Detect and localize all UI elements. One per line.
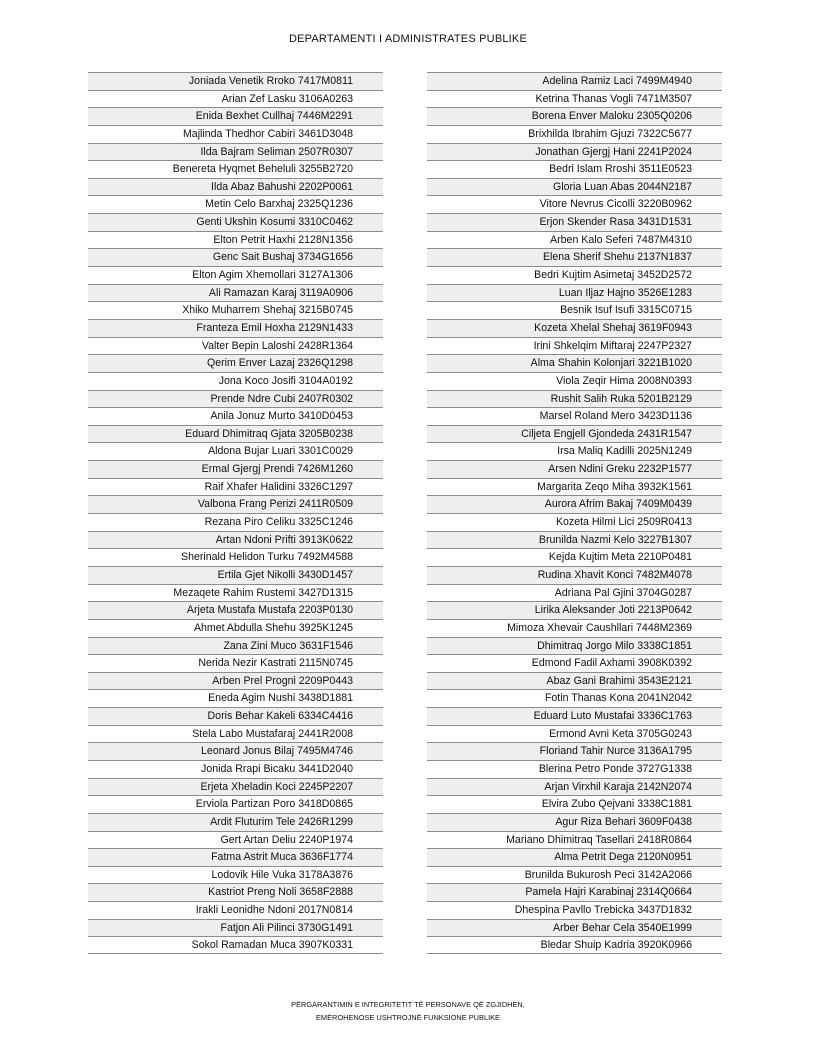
right-name-list [427, 72, 722, 954]
list-item: Lirika Aleksander Joti 2213P0642 [427, 601, 722, 619]
list-item: Metin Celo Barxhaj 2325Q1236 [88, 195, 383, 213]
list-item: Brunilda Bukurosh Peci 3142A2066 [427, 866, 722, 884]
list-item: Aldona Bujar Luari 3301C0029 [88, 442, 383, 460]
list-item: Stela Labo Mustafaraj 2441R2008 [88, 725, 383, 743]
list-item: Genc Sait Bushaj 3734G1656 [88, 248, 383, 266]
list-item: Ciljeta Engjell Gjondeda 2431R1547 [427, 425, 722, 443]
list-item: Arjan Virxhil Karaja 2142N2074 [427, 778, 722, 796]
list-item: Fatjon Ali Pilinci 3730G1491 [88, 919, 383, 937]
list-item: Sherinald Helidon Turku 7492M4588 [88, 548, 383, 566]
list-item: Abaz Gani Brahimi 3543E2121 [427, 672, 722, 690]
list-item: Arsen Ndini Greku 2232P1577 [427, 460, 722, 478]
list-item: Elvira Zubo Qejvani 3338C1881 [427, 795, 722, 813]
list-item: Adriana Pal Gjini 3704G0287 [427, 584, 722, 602]
list-item: Sokol Ramadan Muca 3907K0331 [88, 936, 383, 954]
list-item: Marsel Roland Mero 3423D1136 [427, 407, 722, 425]
list-item: Franteza Emil Hoxha 2129N1433 [88, 319, 383, 337]
list-item: Ardit Fluturim Tele 2426R1299 [88, 813, 383, 831]
list-item: Arjeta Mustafa Mustafa 2203P0130 [88, 601, 383, 619]
list-item: Majlinda Thedhor Cabiri 3461D3048 [88, 125, 383, 143]
list-item: Benereta Hyqmet Beheluli 3255B2720 [88, 160, 383, 178]
list-item: Brunilda Nazmi Kelo 3227B1307 [427, 531, 722, 549]
list-item: Ilda Abaz Bahushi 2202P0061 [88, 178, 383, 196]
page-title: DEPARTAMENTI I ADMINISTRATES PUBLIKE [288, 33, 528, 45]
list-item: Ali Ramazan Karaj 3119A0906 [88, 284, 383, 302]
list-item: Kozeta Hilmi Lici 2509R0413 [427, 513, 722, 531]
list-item: Ilda Bajram Seliman 2507R0307 [88, 143, 383, 161]
list-item: Viola Zeqir Hima 2008N0393 [427, 372, 722, 390]
list-item: Valter Bepin Laloshi 2428R1364 [88, 337, 383, 355]
list-item: Mariano Dhimitraq Tasellari 2418R0864 [427, 831, 722, 849]
list-item: Mezaqete Rahim Rustemi 3427D1315 [88, 584, 383, 602]
list-item: Aurora Afrim Bakaj 7409M0439 [427, 495, 722, 513]
list-item: Brixhilda Ibrahim Gjuzi 7322C5677 [427, 125, 722, 143]
list-item: Joniada Venetik Rroko 7417M0811 [88, 72, 383, 90]
list-item: Irini Shkelqim Miftaraj 2247P2327 [427, 337, 722, 355]
list-item: Margarita Zeqo Miha 3932K1561 [427, 478, 722, 496]
list-item: Blerina Petro Ponde 3727G1338 [427, 760, 722, 778]
list-item: Kastriot Preng Noli 3658F2888 [88, 883, 383, 901]
list-item: Ketrina Thanas Vogli 7471M3507 [427, 90, 722, 108]
list-item: Agur Riza Behari 3609F0438 [427, 813, 722, 831]
list-item: Valbona Frang Perizi 2411R0509 [88, 495, 383, 513]
list-item: Genti Ukshin Kosumi 3310C0462 [88, 213, 383, 231]
list-item: Leonard Jonus Bilaj 7495M4746 [88, 742, 383, 760]
list-item: Borena Enver Maloku 2305Q0206 [427, 107, 722, 125]
list-item: Nerida Nezir Kastrati 2115N0745 [88, 654, 383, 672]
list-item: Besnik Isuf Isufi 3315C0715 [427, 301, 722, 319]
list-item: Erjon Skender Rasa 3431D1531 [427, 213, 722, 231]
list-item: Fatma Astrit Muca 3636F1774 [88, 848, 383, 866]
list-item: Mimoza Xhevair Caushllari 7448M2369 [427, 619, 722, 637]
list-item: Raif Xhafer Halidini 3326C1297 [88, 478, 383, 496]
list-item: Rushit Salih Ruka 5201B2129 [427, 390, 722, 408]
footer-line-2: EMËROHENOSE USHTROJNË FUNKSIONE PUBLIKE [316, 1013, 500, 1022]
list-item: Irakli Leonidhe Ndoni 2017N0814 [88, 901, 383, 919]
list-item: Erjeta Xheladin Koci 2245P2207 [88, 778, 383, 796]
list-item: Bedri Kujtim Asimetaj 3452D2572 [427, 266, 722, 284]
list-item: Qerim Enver Lazaj 2326Q1298 [88, 354, 383, 372]
list-item: Erviola Partizan Poro 3418D0865 [88, 795, 383, 813]
list-item: Dhespina Pavllo Trebicka 3437D1832 [427, 901, 722, 919]
left-name-list [88, 72, 383, 954]
list-item: Luan Iljaz Hajno 3526E1283 [427, 284, 722, 302]
list-item: Ertila Gjet Nikolli 3430D1457 [88, 566, 383, 584]
list-item: Gert Artan Deliu 2240P1974 [88, 831, 383, 849]
list-item: Anila Jonuz Murto 3410D0453 [88, 407, 383, 425]
list-item: Arben Kalo Seferi 7487M4310 [427, 231, 722, 249]
list-item: Edmond Fadil Axhami 3908K0392 [427, 654, 722, 672]
list-item: Bledar Shuip Kadria 3920K0966 [427, 936, 722, 954]
list-item: Doris Behar Kakeli 6334C4416 [88, 707, 383, 725]
list-item: Rudina Xhavit Konci 7482M4078 [427, 566, 722, 584]
list-item: Alma Shahin Kolonjari 3221B1020 [427, 354, 722, 372]
list-item: Floriand Tahir Nurce 3136A1795 [427, 742, 722, 760]
list-item: Elton Agim Xhemollari 3127A1306 [88, 266, 383, 284]
list-item: Ermal Gjergj Prendi 7426M1260 [88, 460, 383, 478]
list-item: Xhiko Muharrem Shehaj 3215B0745 [88, 301, 383, 319]
list-item: Elena Sherif Shehu 2137N1837 [427, 248, 722, 266]
page-footer [0, 998, 816, 1024]
list-item: Fotin Thanas Kona 2041N2042 [427, 689, 722, 707]
list-item: Arben Prel Progni 2209P0443 [88, 672, 383, 690]
list-item: Arian Zef Lasku 3106A0263 [88, 90, 383, 108]
list-item: Pamela Hajri Karabinaj 2314Q0664 [427, 883, 722, 901]
list-item: Eduard Dhimitraq Gjata 3205B0238 [88, 425, 383, 443]
list-item: Dhimitraq Jorgo Milo 3338C1851 [427, 637, 722, 655]
list-item: Rezana Piro Celiku 3325C1246 [88, 513, 383, 531]
list-item: Zana Zini Muco 3631F1546 [88, 637, 383, 655]
list-item: Ahmet Abdulla Shehu 3925K1245 [88, 619, 383, 637]
list-item: Jonida Rrapi Bicaku 3441D2040 [88, 760, 383, 778]
list-item: Jona Koco Josifi 3104A0192 [88, 372, 383, 390]
list-item: Gloria Luan Abas 2044N2187 [427, 178, 722, 196]
list-item: Artan Ndoni Prifti 3913K0622 [88, 531, 383, 549]
list-item: Vitore Nevrus Cicolli 3220B0962 [427, 195, 722, 213]
list-item: Arber Behar Cela 3540E1999 [427, 919, 722, 937]
list-item: Eduard Luto Mustafai 3336C1763 [427, 707, 722, 725]
list-item: Lodovik Hile Vuka 3178A3876 [88, 866, 383, 884]
list-item: Bedri Islam Rroshi 3511E0523 [427, 160, 722, 178]
list-item: Eneda Agim Nushi 3438D1881 [88, 689, 383, 707]
list-item: Ermond Avni Keta 3705G0243 [427, 725, 722, 743]
list-item: Adelina Ramiz Laci 7499M4940 [427, 72, 722, 90]
list-item: Jonathan Gjergj Hani 2241P2024 [427, 143, 722, 161]
list-item: Irsa Maliq Kadilli 2025N1249 [427, 442, 722, 460]
list-item: Kejda Kujtim Meta 2210P0481 [427, 548, 722, 566]
footer-line-1: PËRGARANTIMIN E INTEGRITETIT TË PERSONAVE QË ZGJIDHEN, [291, 1000, 525, 1009]
list-item: Prende Ndre Cubi 2407R0302 [88, 390, 383, 408]
list-item: Elton Petrit Haxhi 2128N1356 [88, 231, 383, 249]
list-item: Kozeta Xhelal Shehaj 3619F0943 [427, 319, 722, 337]
list-item: Alma Petrit Dega 2120N0951 [427, 848, 722, 866]
list-item: Enida Bexhet Cullhaj 7446M2291 [88, 107, 383, 125]
